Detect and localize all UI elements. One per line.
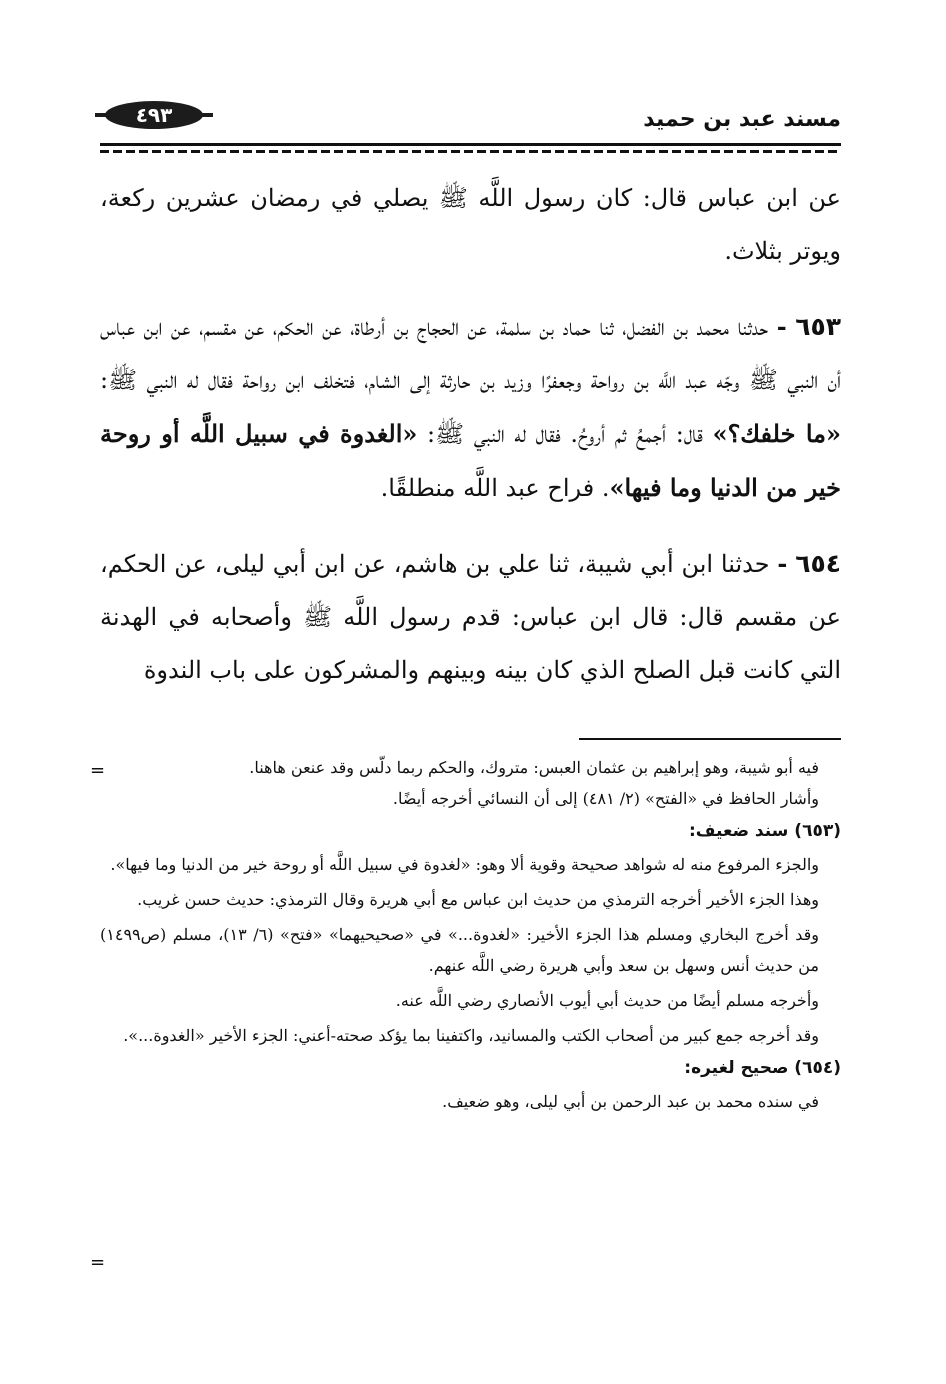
hadith-text: حدثنا ابن أبي شيبة، ثنا علي بن هاشم، عن ابن أبي ليلى، عن الحكم، عن مقسم قال: قال ابن عباس: قدم رسول اللَّه ﷺ وأصحابه في الهدنة التي كانت قبل الصلح الذي كان بينه وبينهم والمشركون على باب الندوة [100, 550, 841, 684]
running-title: مسند عبد بن حميد [643, 107, 841, 132]
footnote-divider [579, 738, 841, 740]
hadith-number: ٦٥٣ [795, 312, 841, 341]
footnote-heading: (٦٥٣) سند ضعيف: [688, 821, 841, 841]
continuation-marker: = [90, 1252, 106, 1273]
footnote-line: فيه أبو شيبة، وهو إبراهيم بن عثمان العبس: متروك، والحكم ربما دلّس وقد عنعن هاهنا. [249, 758, 819, 777]
hadith-quote: «الغدوة في سبيل اللَّه أو روحة خير من الدنيا وما فيها» [100, 419, 841, 502]
header-divider [100, 143, 841, 156]
footnote-paragraph: والجزء المرفوع منه له شواهد صحيحة وقوية ألا وهو: «لغدوة في سبيل اللَّه أو روحة خير من الدنيا وما فيها». [110, 855, 819, 874]
page-number-badge: ٤٩٣ [105, 101, 203, 129]
footnote-paragraph: وهذا الجزء الأخير أخرجه الترمذي من حديث ابن عباس مع أبي هريرة وقال الترمذي: حديث حسن غريب. [137, 890, 819, 909]
page-header [100, 95, 841, 145]
hadith-text: . فراح عبد اللَّه منطلقًا. [380, 474, 610, 502]
hadith-653 [100, 300, 841, 515]
hadith-text: حدثنا محمد بن الفضل، ثنا حماد بن سلمة، عن الحجاج بن أرطاة، عن الحكم، عن مقسم، عن ابن عباس أن النبي ﷺ وجّه عبد اللَّه بن رواحة وجعفرًا وزيد بن حارثة إلى الشام، فتخلف ابن رواحة فقال له النبي ﷺ: [100, 313, 841, 394]
dash-separator: - [777, 549, 788, 578]
footnote-heading: (٦٥٤) صحيح لغيره: [684, 1058, 841, 1078]
footnote-paragraph: وقد أخرجه جمع كبير من أصحاب الكتب والمسانيد، واكتفينا بما يؤكد صحته-أعني: الجزء الأخير «الغدوة...». [123, 1026, 819, 1045]
paragraph-continuation: عن ابن عباس قال: كان رسول اللَّه ﷺ يصلي في رمضان عشرين ركعة، ويوتر بثلاث. [100, 184, 841, 265]
footnote-paragraph: وقد أخرج البخاري ومسلم هذا الجزء الأخير: «لغدوة...» في «صحيحيهما» «فتح» (٦/ ١٣)، مسلم (ص١٤٩٩) من حديث أنس وسهل بن سعد وأبي هريرة رضي اللَّه عنهم. [100, 925, 820, 975]
hadith-654 [100, 537, 841, 697]
footnote-paragraph: وأخرجه مسلم أيضًا من حديث أبي أيوب الأنصاري رضي اللَّه عنه. [395, 991, 819, 1010]
hadith-text: قال: أجمعُ ثم أروحُ. فقال له النبي ﷺ: [427, 420, 703, 448]
hadith-quote: «ما خلفك؟» [712, 419, 841, 448]
hadith-number: ٦٥٤ [795, 549, 841, 578]
continuation-marker: = [90, 760, 106, 781]
footnote-line: وأشار الحافظ في «الفتح» (٢/ ٤٨١) إلى أن النسائي أخرجه أيضًا. [392, 789, 819, 808]
dash-separator: - [776, 312, 787, 341]
footnote-paragraph: في سنده محمد بن عبد الرحمن بن أبي ليلى، وهو ضعيف. [442, 1092, 819, 1111]
main-text [100, 172, 841, 697]
footnotes [100, 752, 841, 1117]
